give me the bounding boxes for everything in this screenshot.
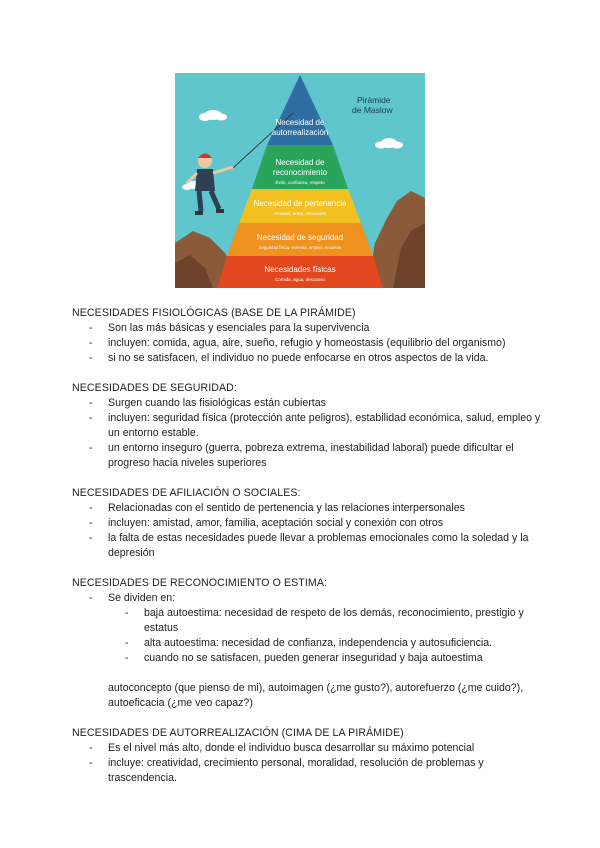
- list-item: - Relacionadas con el sentido de pertenencia y las relaciones interpersonales: [72, 501, 542, 516]
- document-body: [72, 306, 542, 801]
- sub-list-item: - baja autoestima: necesidad de respeto de los demás, reconocimiento, prestigio y estatus: [108, 606, 542, 636]
- cloud-icon: [375, 138, 403, 149]
- level-1-label-line1: Necesidad de: [275, 118, 325, 127]
- level-4-sub: Seguridad física, vivienda, empleo, recursos: [258, 245, 342, 250]
- level-3-label: Necesidad de pertenencia: [253, 199, 347, 208]
- cloud-icon: [199, 110, 227, 121]
- list-item: - incluyen: seguridad física (protección ante peligros), estabilidad económica, salud, empleo y un entorno estable.: [72, 411, 542, 441]
- level-2-label-line2: reconocimiento: [272, 168, 328, 177]
- list-item: - Surgen cuando las fisiológicas están cubiertas: [72, 396, 542, 411]
- section-title: NECESIDADES FISIOLÓGICAS (BASE DE LA PIRÁMIDE): [72, 307, 356, 319]
- maslow-pyramid-figure: [175, 73, 425, 288]
- level-2-label-line1: Necesidad de: [275, 158, 325, 167]
- list-item: - Se dividen en:: [72, 591, 542, 606]
- pyramid-title-line1: Pirámide: [357, 95, 391, 105]
- sub-list-item: - cuando no se satisfacen, pueden generar inseguridad y baja autoestima: [108, 651, 542, 666]
- list-item: - Son las más básicas y esenciales para la supervivencia: [72, 321, 542, 336]
- level-3-sub: Amistad, amor, relaciones: [274, 211, 326, 216]
- list-item: - si no se satisfacen, el individuo no puede enfocarse en otros aspectos de la vida.: [72, 351, 542, 366]
- list-item: - un entorno inseguro (guerra, pobreza extrema, inestabilidad laboral) puede dificultar el progreso hacia niveles superiores: [72, 441, 542, 471]
- section-title: NECESIDADES DE AFILIACIÓN O SOCIALES:: [72, 487, 301, 499]
- list-item: - incluyen: comida, agua, aire, sueño, refugio y homeostasis (equilibrio del organismo): [72, 336, 542, 351]
- section-title: NECESIDADES DE AUTORREALIZACIÓN (CIMA DE LA PIRÁMIDE): [72, 727, 404, 739]
- sub-bullet-list: [72, 606, 542, 666]
- list-item: - incluyen: amistad, amor, familia, aceptación social y conexión con otros: [72, 516, 542, 531]
- list-item: - Es el nivel más alto, donde el individuo busca desarrollar su máximo potencial: [72, 741, 542, 756]
- list-item: - incluye: creatividad, crecimiento personal, moralidad, resolución de problemas y trascendencia.: [72, 756, 542, 786]
- autoconcepto-note: autoconcepto (que pienso de mi), autoimagen (¿me gusto?), autorefuerzo (¿me cuido?), autoeficacia (¿me veo capaz?): [108, 682, 524, 709]
- section-seguridad: [72, 381, 542, 471]
- pyramid-title-line2: de Maslow: [352, 105, 393, 115]
- level-5-sub: Comida, agua, descanso: [275, 277, 325, 282]
- section-afiliacion: [72, 486, 542, 561]
- bullet-list: [72, 591, 542, 606]
- level-1-label-line2: autorrealización: [271, 128, 329, 137]
- pyramid-illustration: [175, 73, 425, 288]
- bullet-list: [72, 741, 542, 786]
- section-autorrealizacion: [72, 726, 542, 786]
- sub-list-item: - alta autoestima: necesidad de confianza, independencia y autosuficiencia.: [108, 636, 542, 651]
- bullet-list: [72, 321, 542, 366]
- section-fisiologicas: [72, 306, 542, 366]
- level-5-label: Necesidades físicas: [264, 265, 336, 274]
- section-title: NECESIDADES DE SEGURIDAD:: [72, 382, 237, 394]
- level-2-sub: Éxito, confianza, respeto: [275, 180, 325, 185]
- bullet-list: [72, 501, 542, 561]
- section-title: NECESIDADES DE RECONOCIMIENTO O ESTIMA:: [72, 577, 328, 589]
- list-item: - la falta de estas necesidades puede llevar a problemas emocionales como la soledad y la depresión: [72, 531, 542, 561]
- bullet-list: [72, 396, 542, 471]
- section-reconocimiento: [72, 576, 542, 711]
- level-4-label: Necesidad de seguridad: [256, 233, 344, 242]
